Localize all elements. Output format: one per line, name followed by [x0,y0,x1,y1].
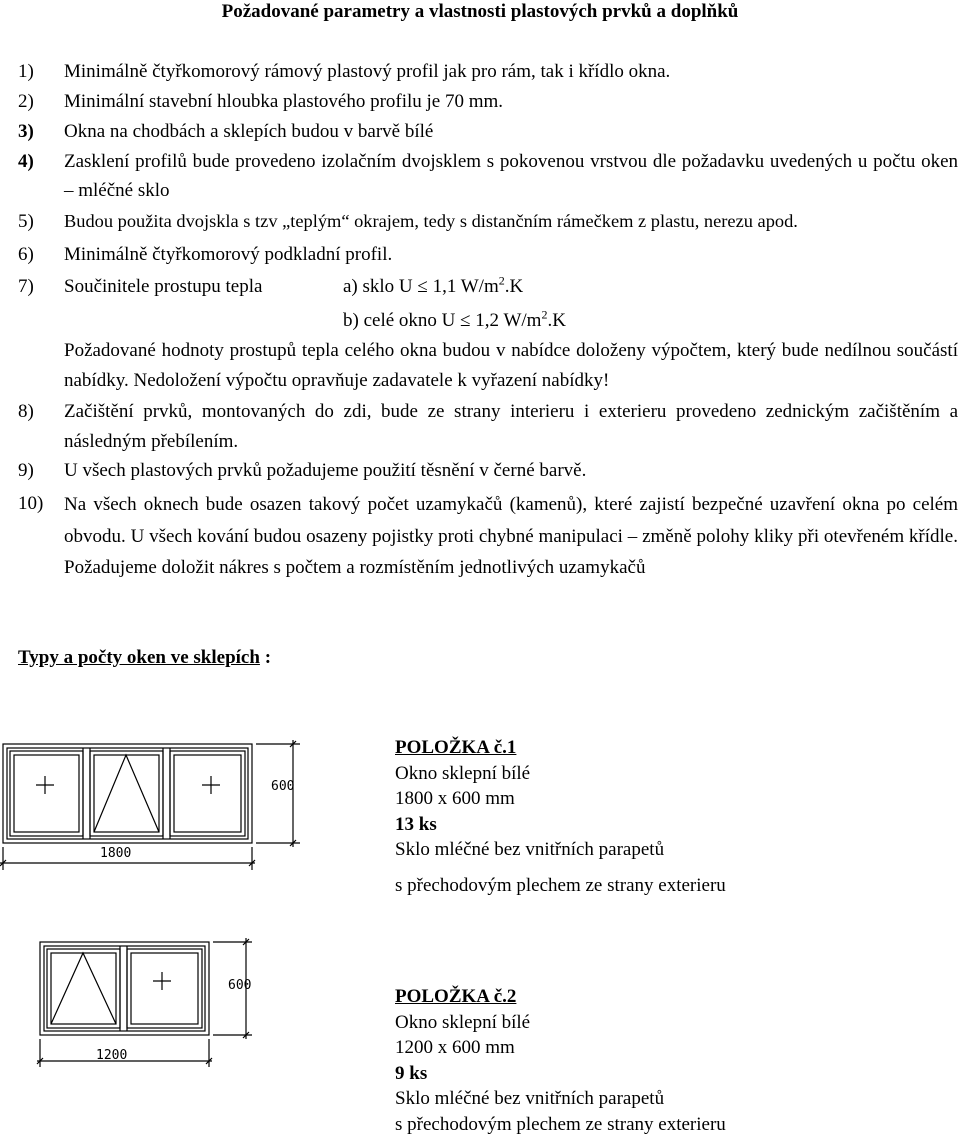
item-number: 3) [18,121,34,142]
window-sash-left [10,751,83,836]
item-text: Začištění prvků, montovaných do zdi, bude ze strany interieru i exterieru provedeno zednickým začištěním a následným přebílením. [64,401,958,452]
position-heading: POLOŽKA č.2 [395,986,517,1007]
item-number: 10) [18,493,44,514]
position-type: Okno sklepní bílé [395,762,531,784]
item-text: Budou použita dvojskla s tzv „teplým“ okrajem, tedy s distančním rámečkem z plastu, nerezu apod. [64,211,798,231]
window-sash-left [47,949,120,1028]
window-drawing-2 [0,935,330,1075]
position-sill: s přechodovým plechem ze strany exterieru [395,1113,726,1135]
item-number: 5) [18,211,34,232]
item-number: 7) [18,276,34,297]
position-type: Okno sklepní bílé [395,1011,531,1033]
item-note: Požadované hodnoty prostupů tepla celého okna budou v nabídce doloženy výpočtem, který bude nedílnou součástí nabídky. Nedoložení výpočtu opravňuje zadavatele k vyřazení nabídky! [64,340,958,391]
item-label: Součinitele prostupu tepla [64,276,263,297]
window-inner-frame [7,748,248,839]
list-item [18,272,960,402]
window-outer-frame [40,942,209,1035]
item-number: 9) [18,460,34,481]
dimension-height: 600 [271,779,295,794]
position-1 [395,735,955,898]
item-number: 4) [18,151,34,172]
window-sash-middle [90,751,163,836]
position-heading: POLOŽKA č.1 [395,737,517,758]
position-glass: Sklo mléčné bez vnitřních parapetů [395,839,665,860]
position-count: 13 ks [395,813,437,835]
window-sash-right [170,751,245,836]
dimension-width: 1800 [100,846,132,861]
document-title: Požadované parametry a vlastnosti plastových prvků a doplňků [221,1,739,22]
item-text: Zasklení profilů bude provedeno izolačním dvojsklem s pokovenou vrstvou dle požadavku uvedených u počtu oken – mléčné sklo [64,151,958,201]
item-number: 8) [18,401,34,422]
item-text: Minimálně čtyřkomorový rámový plastový profil jak pro rám, tak i křídlo okna. [64,61,671,82]
item-number: 1) [18,61,34,82]
item-text: U všech plastových prvků požadujeme použití těsnění v černé barvě. [64,460,587,481]
item-number: 6) [18,244,34,265]
position-size: 1800 x 600 mm [395,788,515,809]
dimension-width: 1200 [96,1048,128,1063]
tilt-opening-symbol [94,755,159,832]
position-2 [395,984,955,1137]
item-text: Minimálně čtyřkomorový podkladní profil. [64,244,393,265]
u-value-window: b) celé okno U ≤ 1,2 $W/m^2.K$ [343,307,566,331]
tilt-opening-symbol [51,953,116,1024]
window-drawing-1 [0,735,330,875]
item-text: Minimální stavební hloubka plastového profilu je 70 mm. [64,91,504,112]
u-value-glass: a) sklo U ≤ 1,1 $W/m^2.K$ [343,273,524,297]
dimension-height: 600 [228,978,252,993]
position-count: 9 ks [395,1062,428,1084]
position-glass: Sklo mléčné bez vnitřních parapetů [395,1088,665,1109]
item-text: Okna na chodbách a sklepích budou v barvě bílé [64,121,434,142]
window-sash-right [127,949,202,1028]
section-heading: Typy a počty oken ve sklepích : [18,647,272,668]
window-inner-frame [44,946,205,1031]
item-text: Na všech oknech bude osazen takový počet uzamykačů (kamenů), které zajistí bezpečné uzavření okna po celém obvodu. U všech kování budou osazeny pojistky proti chybné manipulaci – změně polohy kliky při otevřeném křídle. Požadujeme doložit nákres s počtem a rozmístěním jednotlivých uzamykačů [64,494,958,578]
position-sill: s přechodovým plechem ze strany exterieru [395,874,726,896]
item-number: 2) [18,91,34,112]
position-size: 1200 x 600 mm [395,1037,515,1058]
